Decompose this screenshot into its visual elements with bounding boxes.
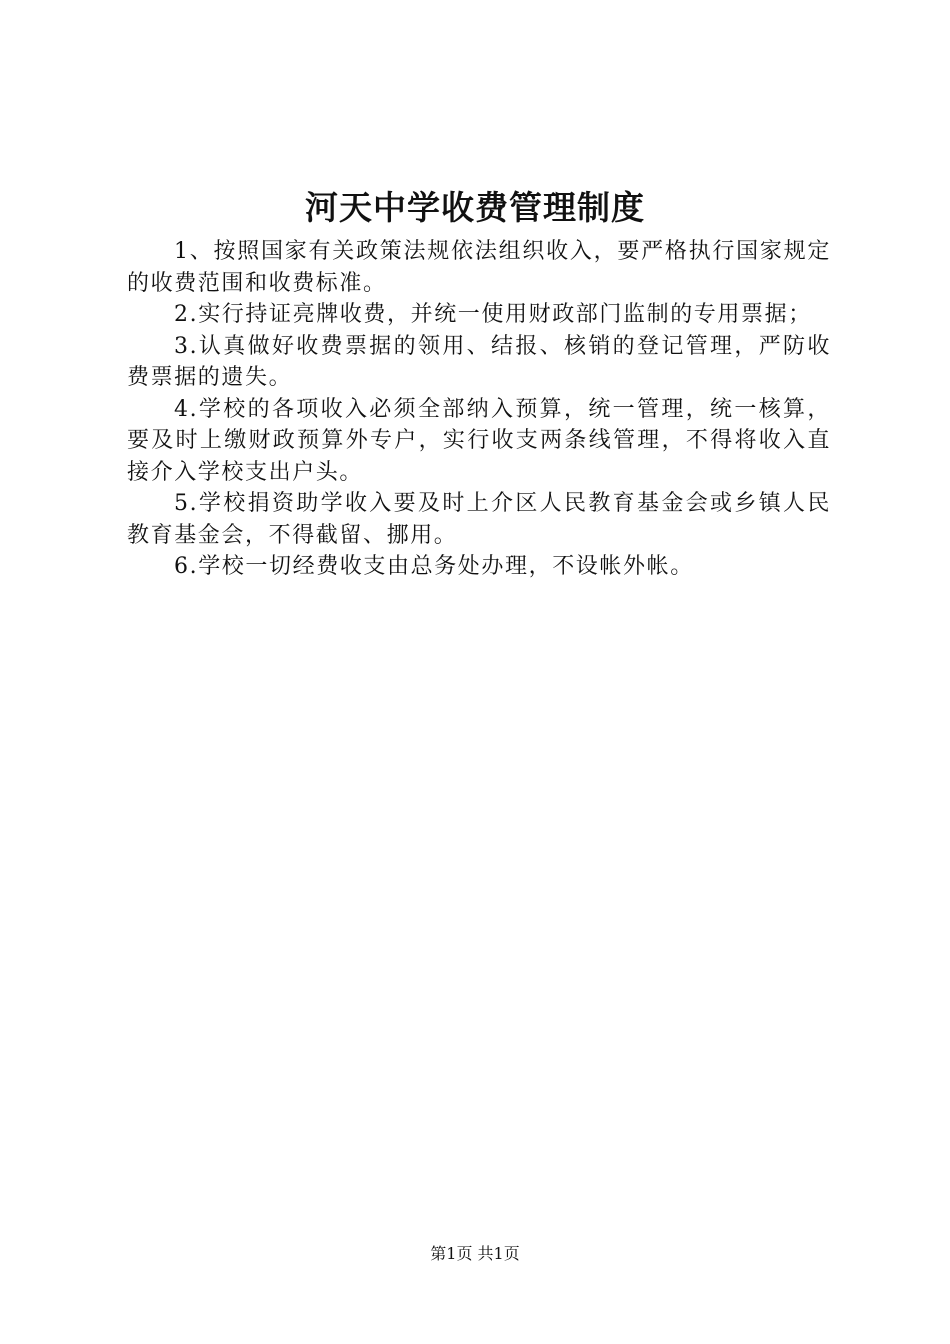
document-title: 河天中学收费管理制度 [305, 188, 645, 227]
page-footer: 第1页 共1页 [430, 1244, 520, 1263]
paragraph-6: 6.学校一切经费收支由总务处办理，不设帐外帐。 [174, 554, 694, 579]
paragraph-2: 2.实行持证亮牌收费，并统一使用财政部门监制的专用票据； [174, 302, 812, 327]
paragraph-3: 3.认真做好收费票据的领用、结报、核销的登记管理，严防收费票据的遗失。 [127, 333, 831, 390]
paragraph-5: 5.学校捐资助学收入要及时上介区人民教育基金会或乡镇人民教育基金会，不得截留、挪用。 [127, 491, 831, 548]
document-body [127, 236, 831, 583]
paragraph-4: 4.学校的各项收入必须全部纳入预算，统一管理，统一核算，要及时上缴财政预算外专户，实行收支两条线管理，不得将收入直接介入学校支出户头。 [127, 396, 831, 485]
paragraph-1: 1、按照国家有关政策法规依法组织收入，要严格执行国家规定的收费范围和收费标准。 [127, 239, 831, 296]
